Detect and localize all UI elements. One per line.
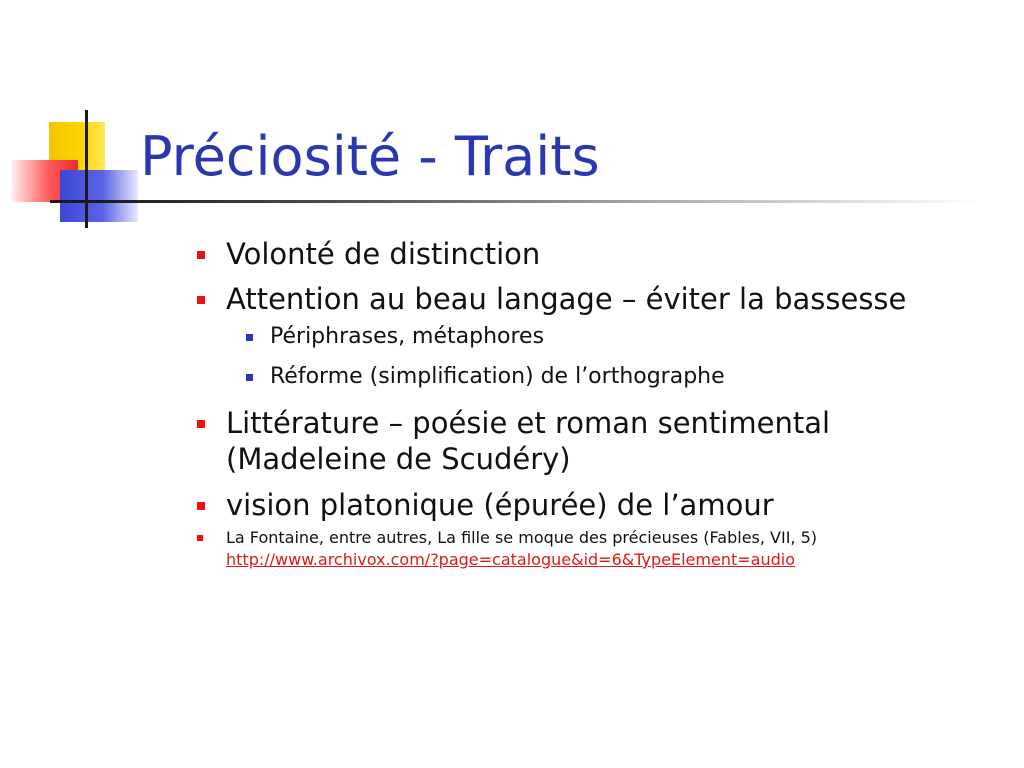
bullet-list (196, 236, 976, 571)
sub-bullet-item (196, 323, 976, 351)
sub-bullet-text: Périphrases, métaphores (270, 324, 545, 349)
bullet-item (196, 405, 976, 477)
bullet-square-icon (197, 420, 205, 428)
bullet-square-icon (197, 502, 205, 510)
sub-bullet-square-icon (246, 334, 253, 341)
bullet-text: Attention au beau langage – éviter la bassesse (226, 282, 907, 316)
title-underline-rule (100, 200, 980, 203)
bullet-item (196, 281, 976, 317)
bullet-text: vision platonique (épurée) de l’amour (226, 488, 774, 522)
slide-title: Préciosité - Traits (140, 125, 600, 188)
blue-square (60, 170, 138, 222)
bullet-item (196, 236, 976, 272)
bullet-text: Littérature – poésie et roman sentimental (Madeleine de Scudéry) (226, 406, 831, 476)
note-item (196, 527, 976, 571)
sub-bullet-text: Réforme (simplification) de l’orthographe (270, 364, 725, 389)
note-bullet-square-icon (197, 535, 203, 541)
vertical-line (85, 110, 88, 228)
bullet-item (196, 487, 976, 523)
note-text: La Fontaine, entre autres, La fille se moque des précieuses (Fables, VII, 5) (226, 528, 818, 547)
sub-bullet-item (196, 363, 976, 391)
bullet-text: Volonté de distinction (226, 237, 541, 271)
archivox-link[interactable]: http://www.archivox.com/?page=catalogue&id=6&TypeElement=audio (226, 550, 795, 569)
bullet-square-icon (197, 251, 205, 259)
sub-bullet-square-icon (246, 374, 253, 381)
bullet-square-icon (197, 296, 205, 304)
decorative-squares-logo (0, 100, 150, 235)
